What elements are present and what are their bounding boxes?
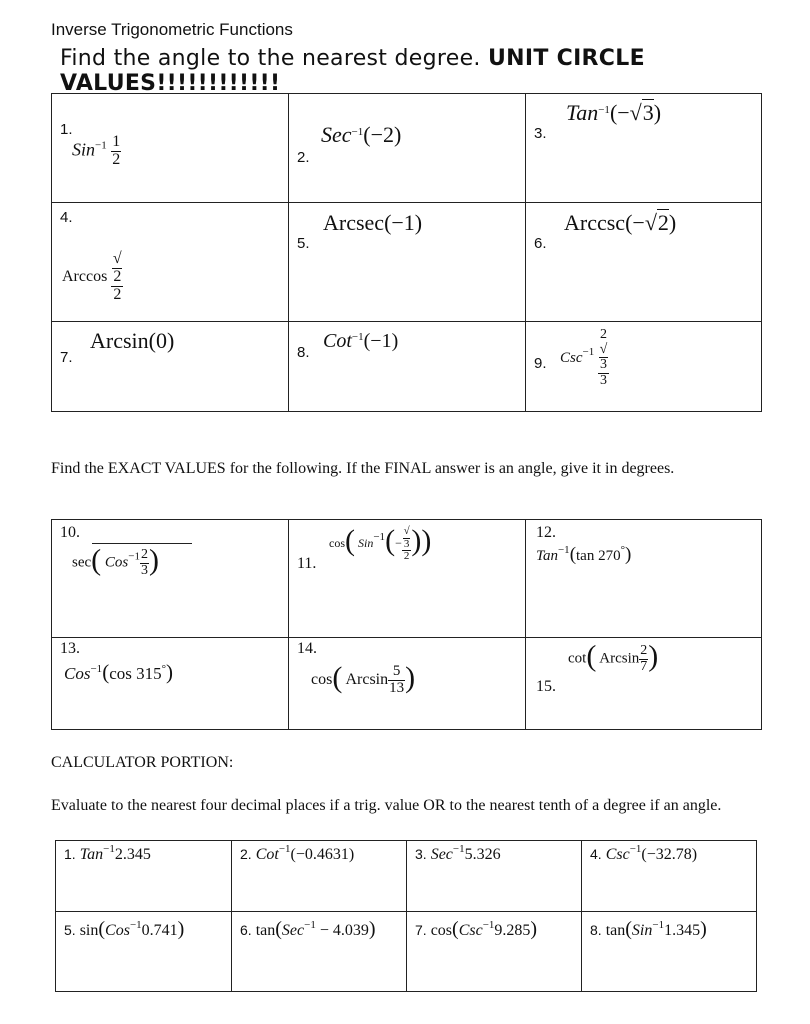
denominator: 2 (113, 285, 122, 303)
denominator: 2 (112, 150, 121, 168)
problem-number: 10. (60, 524, 80, 541)
outer-func: tan (605, 922, 626, 939)
problem-cell-13 (52, 638, 289, 730)
power: −1 (582, 345, 595, 358)
problem-expression (62, 251, 123, 303)
power: −1 (278, 843, 291, 855)
section2-instruction: Find the EXACT VALUES for the following. If the FINAL answer is an angle, give it in degrees. (51, 460, 675, 477)
problem-expression: Tan$^{-1}$(−√3) (566, 100, 662, 125)
problem-number: 15. (536, 678, 556, 695)
problem-expression: cos( Sin$^{-1}$(− √ 3 2 )) (329, 524, 432, 563)
problem-cell-5 (289, 203, 526, 322)
radicand: 3 (642, 100, 654, 125)
outer-func: tan (255, 922, 276, 939)
problem-expression: Tan$^{-1}$(tan 270°) (536, 544, 632, 565)
func-name: Arccsc (564, 210, 626, 235)
problem-expression: Cos$^{-1}$(cos 315°) (64, 660, 174, 684)
outer-func: sec (72, 554, 92, 571)
decorative-line (556, 93, 686, 94)
problem-cell-11 (289, 520, 526, 638)
argument: − 4.039 (315, 922, 369, 939)
func-name: Cot (323, 330, 352, 352)
power: −1 (128, 550, 140, 563)
func-name: Cot (255, 846, 279, 863)
problem-expression: 8. tan(Sin$^{-1}$1.345) (590, 918, 707, 940)
decorative-line (556, 637, 686, 638)
problem-number: 8. (297, 344, 310, 361)
problem-number: 14. (297, 640, 317, 657)
calc-cell-8 (582, 912, 757, 992)
coefficient: 2 (599, 327, 607, 342)
outer-func: cot (568, 650, 587, 667)
denominator: 13 (389, 679, 405, 696)
argument: 1.345 (664, 922, 701, 939)
func-name: Sin (358, 536, 374, 551)
power: −1 (452, 843, 465, 855)
problem-number: 5. (64, 922, 76, 938)
section1-instruction (60, 46, 810, 96)
power: −1 (598, 104, 610, 116)
section3-instruction: Evaluate to the nearest four decimal places if a trig. value OR to the nearest tenth of a degree if an angle. (51, 797, 722, 814)
problem-number: 11. (297, 555, 317, 572)
denominator: 2 (403, 550, 410, 563)
func-name: Arcsec (323, 210, 385, 235)
argument: (−1) (363, 330, 399, 352)
instruction-prefix: Find the angle to the nearest degree. (60, 46, 481, 71)
power: −1 (652, 919, 665, 931)
func-name: Cos (105, 922, 130, 939)
func-name: Sec (321, 122, 352, 147)
problem-expression (323, 330, 398, 353)
problem-cell-9 (526, 322, 762, 412)
power: −1 (351, 331, 364, 343)
argument: (−2) (363, 122, 402, 147)
problem-number: 1. (60, 121, 73, 138)
problem-number: 7. (60, 349, 73, 366)
calc-cell-3 (407, 841, 582, 912)
problem-expression: 6. tan(Sec$^{-1}$ − 4.039) (240, 918, 376, 940)
problem-cell-15 (526, 638, 762, 730)
power: −1 (103, 843, 115, 855)
radicand: 2 (657, 210, 669, 235)
argument: (−1) (384, 210, 423, 235)
argument: 0.741 (141, 922, 178, 939)
numerator: 5 (388, 664, 405, 681)
problem-expression (90, 328, 174, 354)
problem-number: 8. (590, 922, 602, 938)
func-name: Arcsin (345, 670, 389, 688)
problem-cell-7 (52, 322, 289, 412)
calc-cell-4 (582, 841, 757, 912)
argument: (−0.4631) (290, 846, 355, 863)
argument: 5.326 (464, 846, 501, 863)
problem-expression (323, 210, 422, 236)
calc-cell-6 (232, 912, 407, 992)
problem-number: 6. (534, 235, 547, 252)
problem-cell-1 (52, 94, 289, 203)
problem-cell-8 (289, 322, 526, 412)
sign: − (395, 536, 402, 551)
unit-circle-table (51, 93, 762, 412)
power: −1 (373, 531, 386, 544)
problem-expression (560, 328, 609, 389)
func-name: Arcsin (599, 650, 640, 667)
func-name: Cos (104, 554, 129, 571)
problem-number: 6. (240, 922, 252, 938)
problem-cell-2 (289, 94, 526, 203)
func-name: Sin (631, 922, 653, 939)
problem-cell-14 (289, 638, 526, 730)
numerator: 2 (640, 643, 648, 658)
close-paren: ) (653, 100, 662, 125)
radicand: 2 (113, 267, 122, 285)
power: −1 (129, 919, 142, 931)
outer-func: cos (430, 922, 453, 939)
problem-expression: sec( Cos$^{-1}$ $\frac{2}{3}$ ) (72, 543, 159, 578)
power: −1 (351, 126, 364, 138)
func-name: Tan (79, 846, 104, 863)
problem-number: 9. (534, 355, 547, 372)
problem-number: 4. (60, 209, 73, 226)
worksheet-title: Inverse Trigonometric Functions (51, 20, 293, 39)
problem-cell-12 (526, 520, 762, 638)
func-name: Tan (566, 100, 599, 125)
problem-number: 3. (415, 846, 427, 862)
func-name: Csc (605, 846, 630, 863)
denominator: 3 (599, 373, 607, 389)
problem-cell-3 (526, 94, 762, 203)
problem-number: 2. (240, 846, 252, 862)
problem-number: 4. (590, 846, 602, 862)
calc-cell-2 (232, 841, 407, 912)
problem-number: 2. (297, 149, 310, 166)
problem-expression (240, 843, 355, 864)
argument: 9.285 (494, 922, 531, 939)
outer-func: cos (311, 670, 333, 688)
problem-cell-6 (526, 203, 762, 322)
problem-expression (64, 843, 151, 864)
radicand: 3 (599, 357, 607, 373)
problem-number: 5. (297, 235, 310, 252)
problem-expression: 5. sin(Cos$^{-1}$0.741) (64, 918, 185, 940)
func-name: Csc (560, 349, 583, 366)
degree-symbol: ° (620, 544, 625, 556)
problem-cell-4 (52, 203, 289, 322)
calculator-table (55, 840, 757, 992)
power: −1 (95, 139, 107, 152)
func-name: Cos (64, 664, 91, 683)
problem-number: 7. (415, 922, 427, 938)
open-paren: (− (625, 210, 645, 235)
calc-cell-7 (407, 912, 582, 992)
argument: (0) (148, 328, 175, 353)
func-name: Sec (281, 922, 305, 939)
problem-number: 13. (60, 640, 80, 657)
calc-cell-1 (56, 841, 232, 912)
func-name: Csc (458, 922, 483, 939)
numerator: 1 (112, 133, 121, 150)
func-name: Arcsin (90, 328, 149, 353)
outer-func: sin (79, 922, 99, 939)
numerator: √ 3 (403, 525, 410, 550)
decorative-line (92, 543, 192, 544)
close-paren: ) (668, 210, 677, 235)
func-name: Arccos (62, 267, 108, 285)
radicand: 3 (403, 537, 410, 550)
numerator: 2 (140, 547, 148, 562)
problem-cell-10 (52, 520, 289, 638)
outer-func: cos (329, 536, 345, 551)
power: −1 (90, 663, 103, 675)
instruction-bold: UNIT CIRCLE VALUES!!!!!!!!!!!! (60, 46, 645, 96)
power: −1 (482, 919, 495, 931)
calc-cell-5 (56, 912, 232, 992)
problem-expression (590, 843, 698, 864)
numerator: √ 2 (112, 250, 122, 285)
argument: 2.345 (114, 846, 151, 863)
problem-number: 12. (536, 524, 556, 541)
degree-symbol: ° (161, 663, 167, 675)
func-name: Tan (536, 548, 558, 564)
power: −1 (629, 843, 642, 855)
problem-number: 1. (64, 846, 76, 862)
numerator: 2 √ 3 (599, 327, 608, 373)
func-name: Sin (72, 139, 96, 160)
problem-number: 3. (534, 125, 547, 142)
denominator: 7 (640, 658, 648, 674)
power: −1 (304, 919, 316, 931)
problem-expression: 7. cos(Csc$^{-1}$9.285) (415, 918, 538, 940)
exact-values-table (51, 519, 762, 730)
calculator-portion-title: CALCULATOR PORTION: (51, 754, 234, 771)
problem-expression: Arccsc(−√2) (564, 210, 677, 235)
inner-expression: tan 270 (576, 548, 621, 564)
denominator: 3 (140, 562, 148, 578)
open-paren: (− (609, 100, 630, 125)
problem-expression: cos( Arcsin $\frac{5}{13}$ ) (311, 660, 416, 696)
problem-expression: cot( Arcsin $\frac{2}{7}$ ) (568, 639, 659, 674)
problem-expression (415, 843, 501, 864)
argument: (−32.78) (641, 846, 698, 863)
power: −1 (557, 544, 570, 556)
inner-expression: cos 315 (109, 664, 162, 683)
func-name: Sec (430, 846, 453, 863)
problem-expression (321, 122, 401, 148)
problem-expression (72, 134, 121, 169)
